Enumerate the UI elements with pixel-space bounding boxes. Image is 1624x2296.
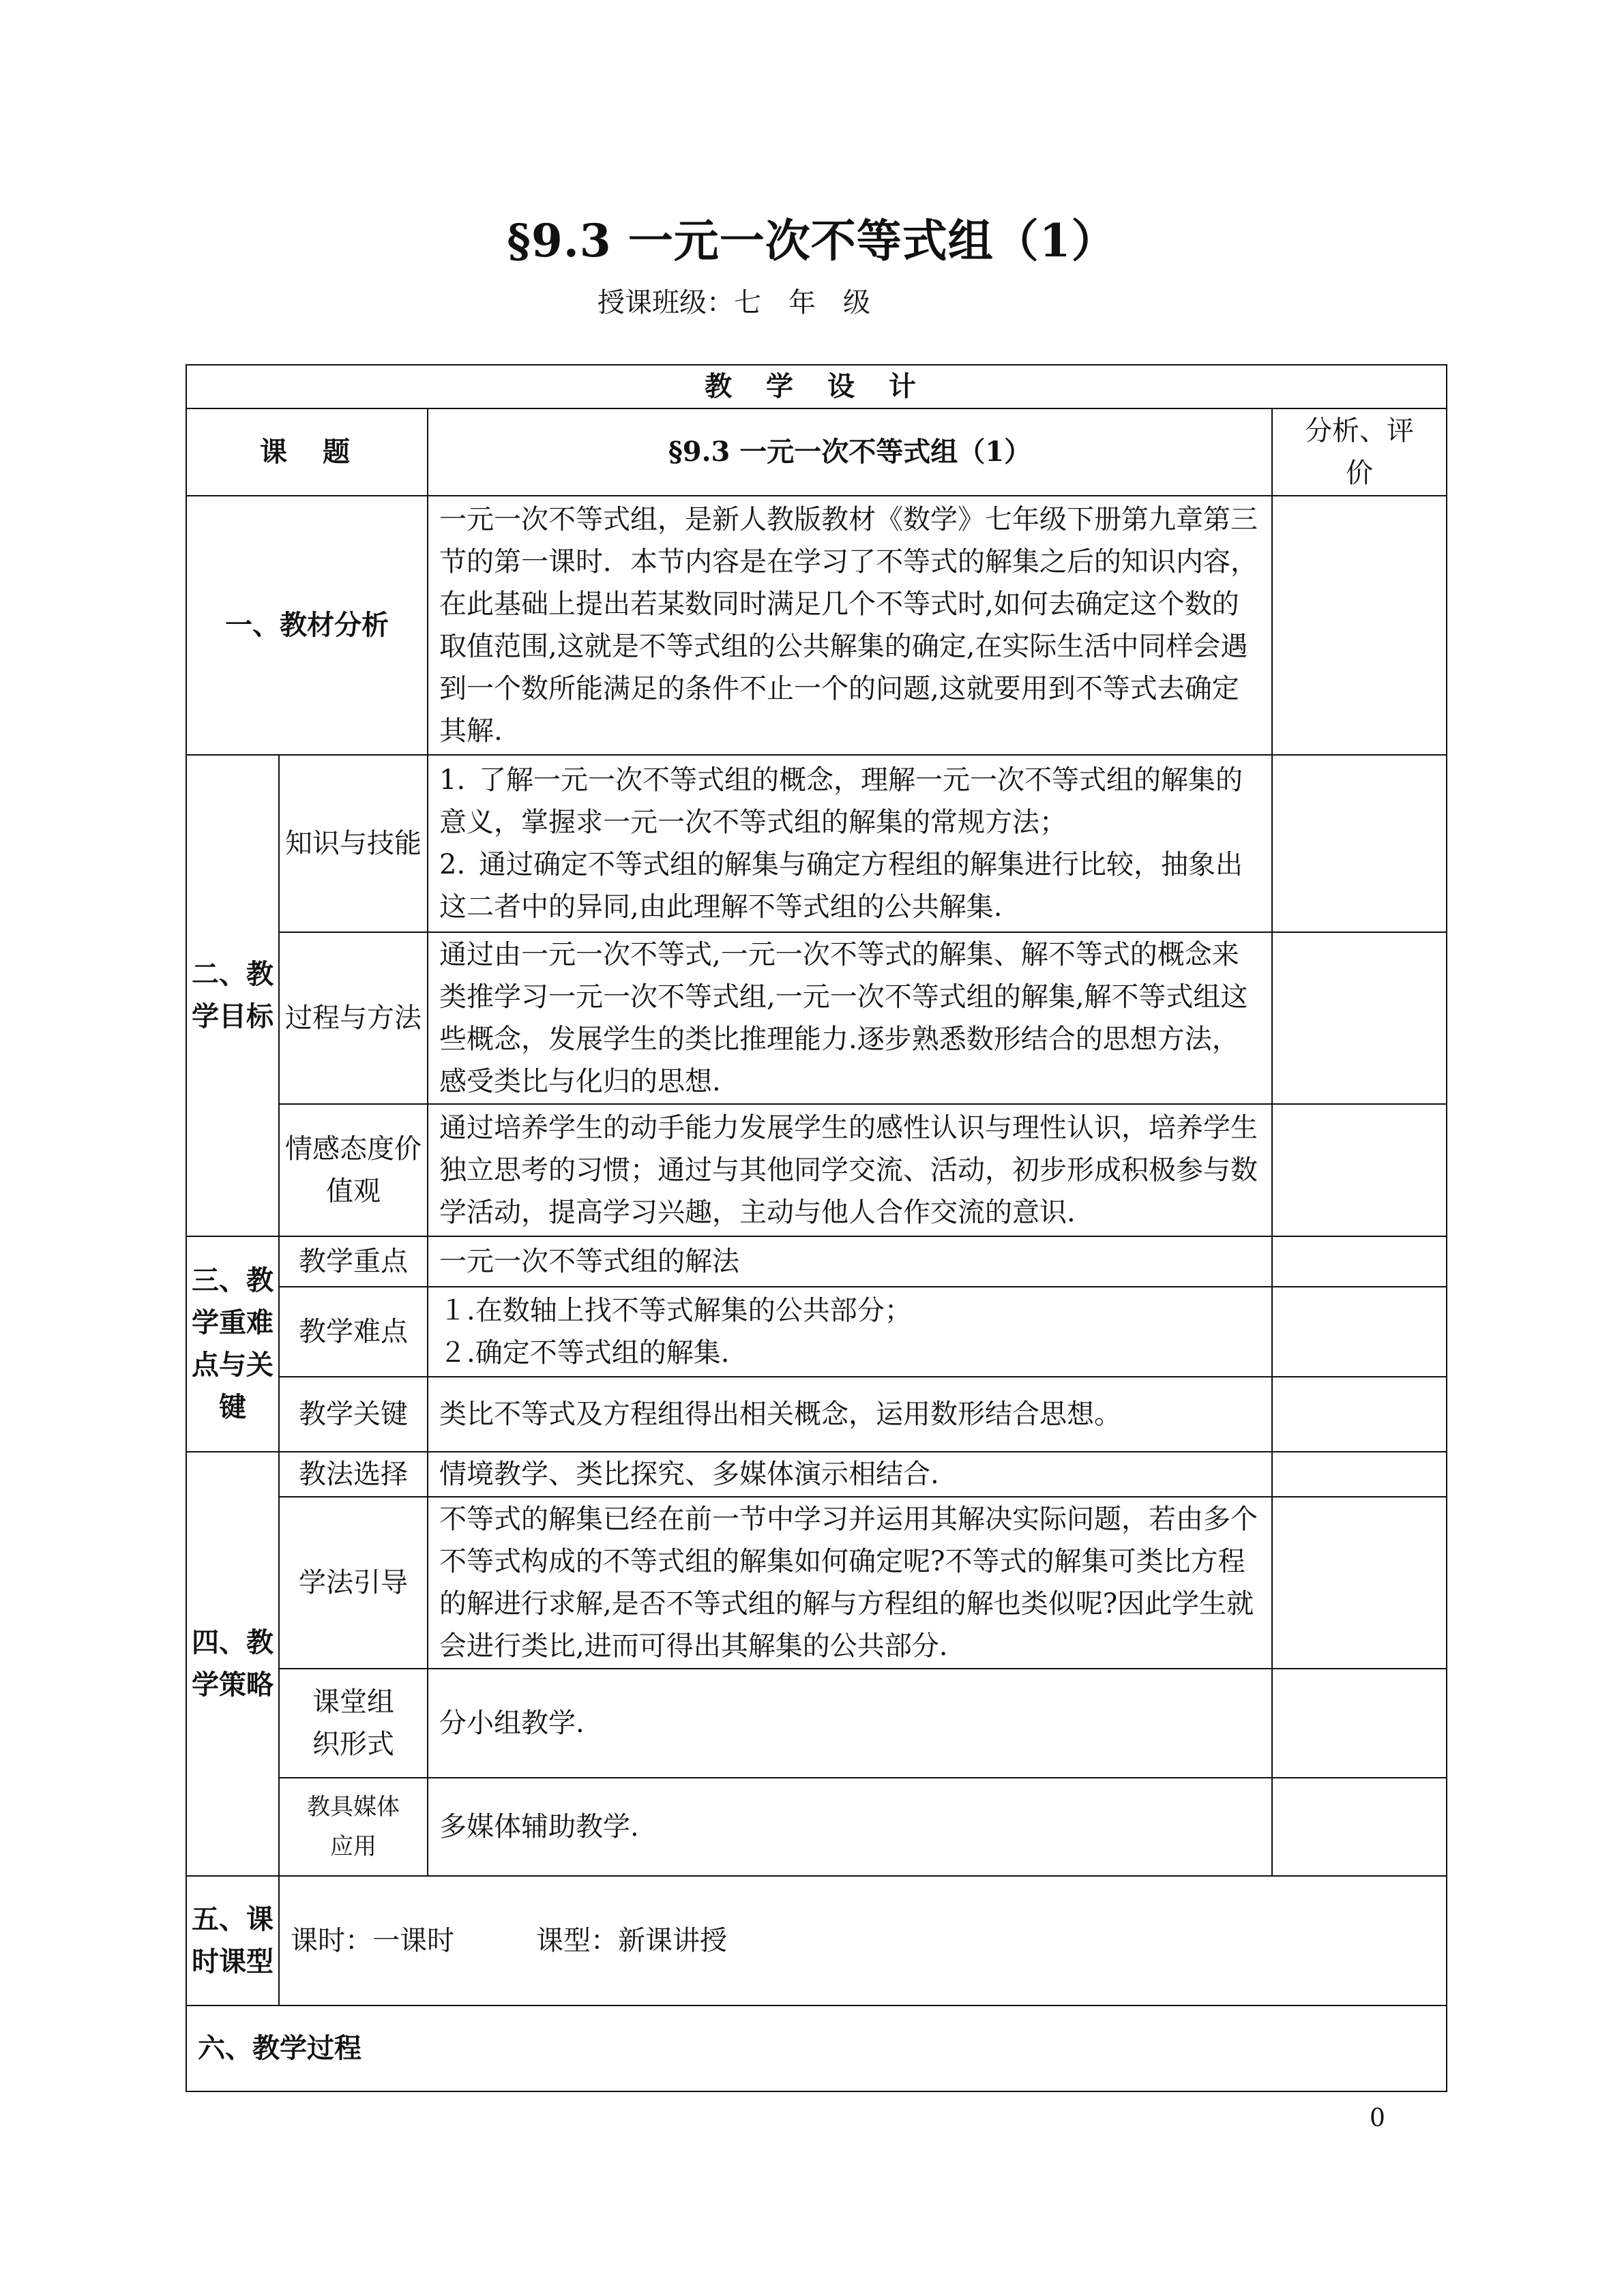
evaluation-cell xyxy=(1272,932,1447,1104)
key-text: 类比不等式及方程组得出相关概念，运用数形结合思想。 xyxy=(428,1377,1272,1452)
table-row xyxy=(186,1104,1447,1236)
method-label: 教法选择 xyxy=(279,1452,428,1497)
evaluation-cell xyxy=(1272,1778,1447,1876)
media-text: 多媒体辅助教学. xyxy=(428,1778,1272,1876)
table-row xyxy=(186,755,1447,932)
page-number: 0 xyxy=(1370,2104,1385,2132)
method-text: 情境教学、类比探究、多媒体演示相结合. xyxy=(428,1452,1272,1497)
knowledge-cell xyxy=(428,755,1272,932)
page-title: §9.3 一元一次不等式组（1） xyxy=(507,214,1117,267)
evaluation-cell xyxy=(1272,1452,1447,1497)
material-label: 一、教材分析 xyxy=(186,496,428,755)
evaluation-cell xyxy=(1272,1104,1447,1236)
lesson-plan-table xyxy=(186,364,1447,2092)
goals-label: 二、教学目标 xyxy=(186,755,279,1236)
media-label: 教具媒体应用 xyxy=(279,1778,428,1876)
emotion-label: 情感态度价值观 xyxy=(279,1104,428,1236)
knowledge-label: 知识与技能 xyxy=(279,755,428,932)
strategy-label: 四、教学策略 xyxy=(186,1452,279,1876)
focus-text: 一元一次不等式组的解法 xyxy=(428,1236,1272,1287)
evaluation-cell xyxy=(1272,1287,1447,1377)
topic-value: §9.3 一元一次不等式组（1） xyxy=(428,408,1272,496)
table-row xyxy=(186,1452,1447,1497)
evaluation-cell xyxy=(1272,1497,1447,1669)
evaluation-cell xyxy=(1272,1377,1447,1452)
difficulty-item-1: １.在数轴上找不等式解集的公共部分； xyxy=(439,1295,912,1326)
knowledge-item-2: 2. 通过确定不等式组的解集与确定方程组的解集进行比较，抽象出这二者中的异同,由此理解不等式组的公共解集. xyxy=(439,849,1243,923)
table-row xyxy=(186,408,1447,496)
period-text: 课时：一课时 课型：新课讲授 xyxy=(279,1876,1447,2006)
focus-label: 教学重点 xyxy=(279,1236,428,1287)
guide-text: 不等式的解集已经在前一节中学习并运用其解决实际问题，若由多个不等式构成的不等式组的解集如何确定呢?不等式的解集可类比方程的解进行求解,是否不等式组的解与方程组的解也类似呢?因此学生就会进行类比,进而可得出其解集的公共部分. xyxy=(428,1497,1272,1669)
evaluation-cell xyxy=(1272,1236,1447,1287)
process-method-label: 过程与方法 xyxy=(279,932,428,1104)
difficulty-label: 教学难点 xyxy=(279,1287,428,1377)
table-row xyxy=(186,1377,1447,1452)
table-row xyxy=(186,1669,1447,1778)
table-row xyxy=(186,1778,1447,1876)
table-row xyxy=(186,932,1447,1104)
table-row xyxy=(186,1497,1447,1669)
table-row xyxy=(186,1236,1447,1287)
period-label: 五、课时课型 xyxy=(186,1876,279,2006)
organization-label: 课堂组织形式 xyxy=(279,1669,428,1778)
class-info: 授课班级：七 年 级 xyxy=(597,287,870,318)
table-row xyxy=(186,1287,1447,1377)
evaluation-cell xyxy=(1272,496,1447,755)
key-label: 教学关键 xyxy=(279,1377,428,1452)
difficulty-item-2: ２.确定不等式组的解集. xyxy=(439,1337,730,1369)
process-method-text: 通过由一元一次不等式,一元一次不等式的解集、解不等式的概念来类推学习一元一次不等式组,一元一次不等式组的解集,解不等式组这些概念，发展学生的类比推理能力.逐步熟悉数形结合的思想方法，感受类比与化归的思想. xyxy=(428,932,1272,1104)
table-row xyxy=(186,365,1447,408)
guide-label: 学法引导 xyxy=(279,1497,428,1669)
material-text: 一元一次不等式组，是新人教版教材《数学》七年级下册第九章第三节的第一课时．本节内容是在学习了不等式的解集之后的知识内容，在此基础上提出若某数同时满足几个不等式时,如何去确定这个数的取值范围,这就是不等式组的公共解集的确定,在实际生活中同样会遇到一个数所能满足的条件不止一个的问题,这就要用到不等式去确定其解. xyxy=(428,496,1272,755)
table-row xyxy=(186,496,1447,755)
evaluation-cell xyxy=(1272,1669,1447,1778)
evaluation-cell xyxy=(1272,755,1447,932)
knowledge-item-1: 1. 了解一元一次不等式组的概念，理解一元一次不等式组的解集的意义，掌握求一元一次不等式组的解集的常规方法； xyxy=(439,764,1243,838)
table-header: 教 学 设 计 xyxy=(186,365,1447,408)
keypoints-label: 三、教学重难点与关键 xyxy=(186,1236,279,1452)
topic-label: 课 题 xyxy=(186,408,428,496)
process-label: 六、教学过程 xyxy=(186,2006,1447,2091)
evaluation-label: 分析、评价 xyxy=(1272,408,1447,496)
table-row xyxy=(186,1876,1447,2006)
organization-text: 分小组教学. xyxy=(428,1669,1272,1778)
table-row xyxy=(186,2006,1447,2091)
difficulty-cell xyxy=(428,1287,1272,1377)
emotion-text: 通过培养学生的动手能力发展学生的感性认识与理性认识，培养学生独立思考的习惯；通过与其他同学交流、活动，初步形成积极参与数学活动，提高学习兴趣，主动与他人合作交流的意识. xyxy=(428,1104,1272,1236)
